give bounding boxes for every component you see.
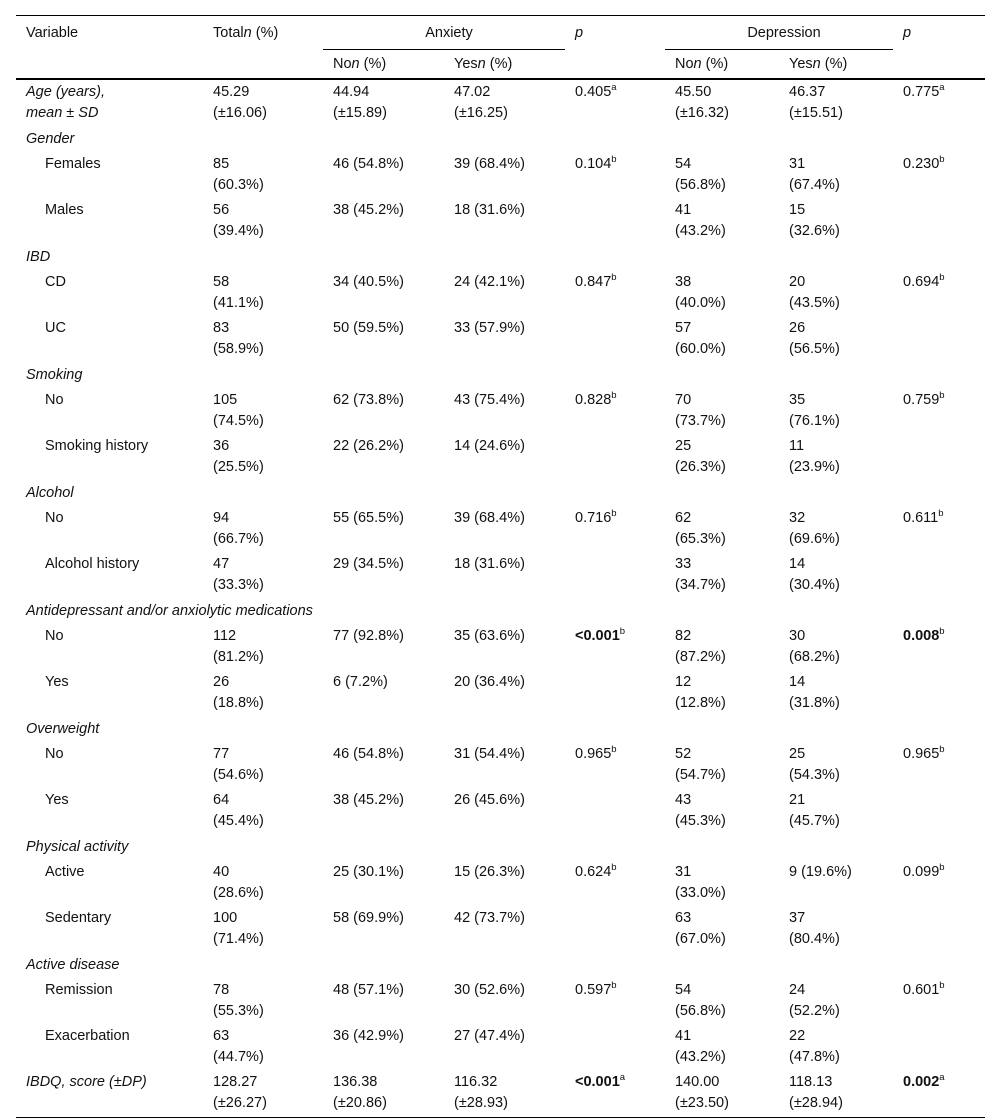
table-row: Age (years), mean ± SD 45.29 (±16.06) 44.94 (±15.89) 47.02 (±16.25) 0.405$^a$ 45.50 (±16.32) 46.37 (±15.51) 0.775$^a$	[26, 82, 945, 121]
table-row: Smoking history 36 (25.5%) 22 (26.2%) 14 (24.6%) 25 (26.3%) 11 (23.9%)	[45, 438, 840, 475]
table-row: No 112 (81.2%) 77 (92.8%) 35 (63.6%) <0.001$^b$ 82 (87.2%) 30 (68.2%) 0.008$^b$	[45, 626, 945, 665]
data-table-container	[16, 15, 985, 1118]
header-anxiety: Anxiety	[323, 16, 565, 50]
category-row: Physical activity	[26, 839, 129, 855]
table-row: UC 83 (58.9%) 50 (59.5%) 33 (57.9%) 57 (60.0%) 26 (56.5%)	[45, 320, 840, 357]
data-table	[16, 15, 985, 1118]
table-row: IBDQ, score (±DP) 128.27 (±26.27) 136.38 (±20.86) 116.32 (±28.93) <0.001$^a$ 140.00 (±23.50) 118.13 (±28.94) 0.002$^a$	[16, 1070, 985, 1118]
table-row: CD 58 (41.1%) 34 (40.5%) 24 (42.1%) 0.847$^b$ 38 (40.0%) 20 (43.5%) 0.694$^b$	[45, 272, 945, 311]
table-row: Sedentary 100 (71.4%) 58 (69.9%) 42 (73.7%) 63 (67.0%) 37 (80.4%)	[45, 910, 840, 947]
category-row: Overweight	[26, 721, 100, 737]
table-row: No 77 (54.6%) 46 (54.8%) 31 (54.4%) 0.965$^b$ 52 (54.7%) 25 (54.3%) 0.965$^b$	[45, 744, 945, 783]
table-row: Remission 78 (55.3%) 48 (57.1%) 30 (52.6%) 0.597$^b$ 54 (56.8%) 24 (52.2%) 0.601$^b$	[45, 980, 945, 1019]
category-row: Alcohol	[26, 485, 74, 501]
table-header	[16, 16, 985, 80]
category-row: IBD	[26, 249, 51, 265]
category-row: Active disease	[26, 957, 120, 973]
table-row: Males 56 (39.4%) 38 (45.2%) 18 (31.6%) 41 (43.2%) 15 (32.6%)	[45, 202, 840, 239]
category-row: Antidepressant and/or anxiolytic medications	[26, 603, 313, 619]
header-anxiety-no: Non (%)	[333, 56, 387, 72]
header-depression: Depression	[665, 16, 893, 50]
category-row: Smoking	[26, 367, 83, 383]
table-row: Alcohol history 47 (33.3%) 29 (34.5%) 18 (31.6%) 33 (34.7%) 14 (30.4%)	[45, 556, 840, 593]
header-anxiety-yes: Yesn (%)	[454, 56, 513, 72]
category-row: Gender	[26, 131, 75, 147]
table-row: Yes 64 (45.4%) 38 (45.2%) 26 (45.6%) 43 (45.3%) 21 (45.7%)	[45, 792, 840, 829]
table-row: Females 85 (60.3%) 46 (54.8%) 39 (68.4%) 0.104$^b$ 54 (56.8%) 31 (67.4%) 0.230$^b$	[45, 154, 945, 193]
header-p-anxiety: p	[575, 25, 584, 41]
table-row: Exacerbation 63 (44.7%) 36 (42.9%) 27 (47.4%) 41 (43.2%) 22 (47.8%)	[45, 1028, 840, 1065]
header-variable: Variable	[26, 25, 79, 41]
table-row: Active 40 (28.6%) 25 (30.1%) 15 (26.3%) 0.624$^b$ 31 (33.0%) 9 (19.6%) 0.099$^b$	[45, 862, 945, 901]
table-body	[16, 79, 985, 1118]
table-row: No 105 (74.5%) 62 (73.8%) 43 (75.4%) 0.828$^b$ 70 (73.7%) 35 (76.1%) 0.759$^b$	[45, 390, 945, 429]
header-depression-no: Non (%)	[675, 56, 729, 72]
table-row: No 94 (66.7%) 55 (65.5%) 39 (68.4%) 0.716$^b$ 62 (65.3%) 32 (69.6%) 0.611$^b$	[45, 508, 944, 547]
header-p-depression: p	[903, 25, 912, 41]
header-depression-yes: Yesn (%)	[789, 56, 848, 72]
table-row: Yes 26 (18.8%) 6 (7.2%) 20 (36.4%) 12 (12.8%) 14 (31.8%)	[45, 674, 840, 711]
header-total: Totaln (%)	[213, 25, 279, 41]
